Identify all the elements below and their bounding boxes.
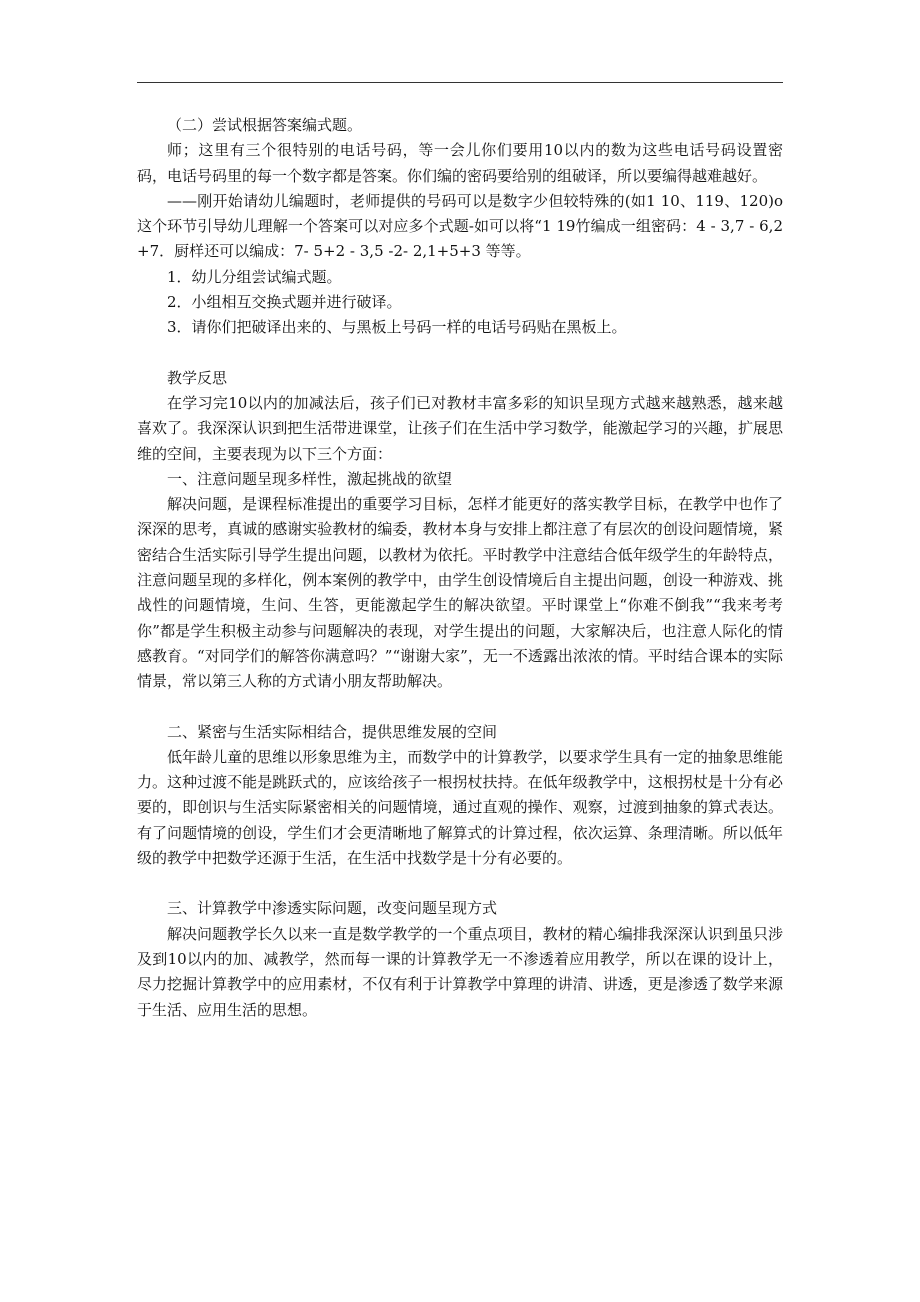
step-2: 2．小组相互交换式题并进行破译。 xyxy=(167,293,402,312)
teacher-intro-paragraph: 师；这里有三个很特别的电话号码，等一会儿你们要用10以内的数为这些电话号码设置密码，电话号码里的每一个数字都是答案。你们编的密码要给别的组破译，所以要编得越难越好。 xyxy=(137,141,783,185)
point-2-body: 低年龄儿童的思维以形象思维为主，而数学中的计算教学，以要求学生具有一定的抽象思维能力。这种过渡不能是跳跃式的，应该给孩子一根拐杖扶持。在低年级教学中，这根拐杖是十分有必要的，即创识与生活实际紧密相关的问题情境，通过直观的操作、观察，过渡到抽象的算式表达。有了问题情境的创设，学生们才会更清晰地了解算式的计算过程，依次运算、条理清晰。所以低年级的教学中把数学还源于生活，在生活中找数学是十分有必要的。 xyxy=(137,747,783,868)
section-two-title: （二）尝试根据答案编式题。 xyxy=(167,116,363,134)
step-3: 3．请你们把破译出来的、与黑板上号码一样的电话号码贴在黑板上。 xyxy=(167,318,627,337)
point-1-title: 一、注意问题呈现多样性，激起挑战的欲望 xyxy=(167,469,453,488)
note-paragraph: ——刚开始请幼儿编题时，老师提供的号码可以是数字少但较特殊的(如1 10、119、120)o这个环节引导幼儿理解一个答案可以对应多个式题-如可以将“1 19竹编成一组密码：4 - 3,7 - 6,2+7．厨样还可以编成：7- 5+2 - 3,5 -2- 2,1+5+3 等等。 xyxy=(137,191,783,261)
point-1-body: 解决问题，是课程标准提出的重要学习目标，怎样才能更好的落实教学目标，在教学中也作了深深的思考，真诚的感谢实验教材的编委，教材本身与安排上都注意了有层次的创设问题情境，紧密结合生活实际引导学生提出问题，以教材为依托。平时教学中注意结合低年级学生的年龄特点，注意问题呈现的多样化，例本案例的教学中，由学生创设情境后自主提出问题，创设一种游戏、挑战性的问题情境，生问、生答，更能激起学生的解决欲望。平时课堂上“你难不倒我”“我来考考你”都是学生积极主动参与问题解决的表现，对学生提出的问题，大家解决后，也注意人际化的情感教育。“对同学们的解答你满意吗？”“谢谢大家”，无一不透露出浓浓的情。平时结合课本的实际情景，常以第三人称的方式请小朋友帮助解决。 xyxy=(137,495,783,691)
reflection-intro-paragraph: 在学习完10以内的加减法后，孩子们已对教材丰富多彩的知识呈现方式越来越熟悉，越来越喜欢了。我深深认识到把生活带进课堂，让孩子们在生活中学习数学，能激起学习的兴趣，扩展思维的空间，主要表现为以下三个方面： xyxy=(137,393,783,463)
header-rule xyxy=(137,82,783,83)
document-body xyxy=(137,113,783,1023)
point-3-body: 解决问题教学长久以来一直是数学教学的一个重点项目，教材的精心编排我深深认识到虽只涉及到10以内的加、减教学，然而每一课的计算教学无一不渗透着应用教学，所以在课的设计上，尽力挖掘计算教学中的应用素材，不仅有利于计算教学中算理的讲清、讲透，更是渗透了数学来源于生活、应用生活的思想。 xyxy=(137,924,783,1019)
point-3-title: 三、计算教学中渗透实际问题，改变问题呈现方式 xyxy=(167,899,498,918)
reflection-title: 教学反思 xyxy=(167,368,228,387)
point-2-title: 二、紧密与生活实际相结合，提供思维发展的空间 xyxy=(167,722,498,741)
step-1: 1．幼儿分组尝试编式题。 xyxy=(167,267,342,286)
